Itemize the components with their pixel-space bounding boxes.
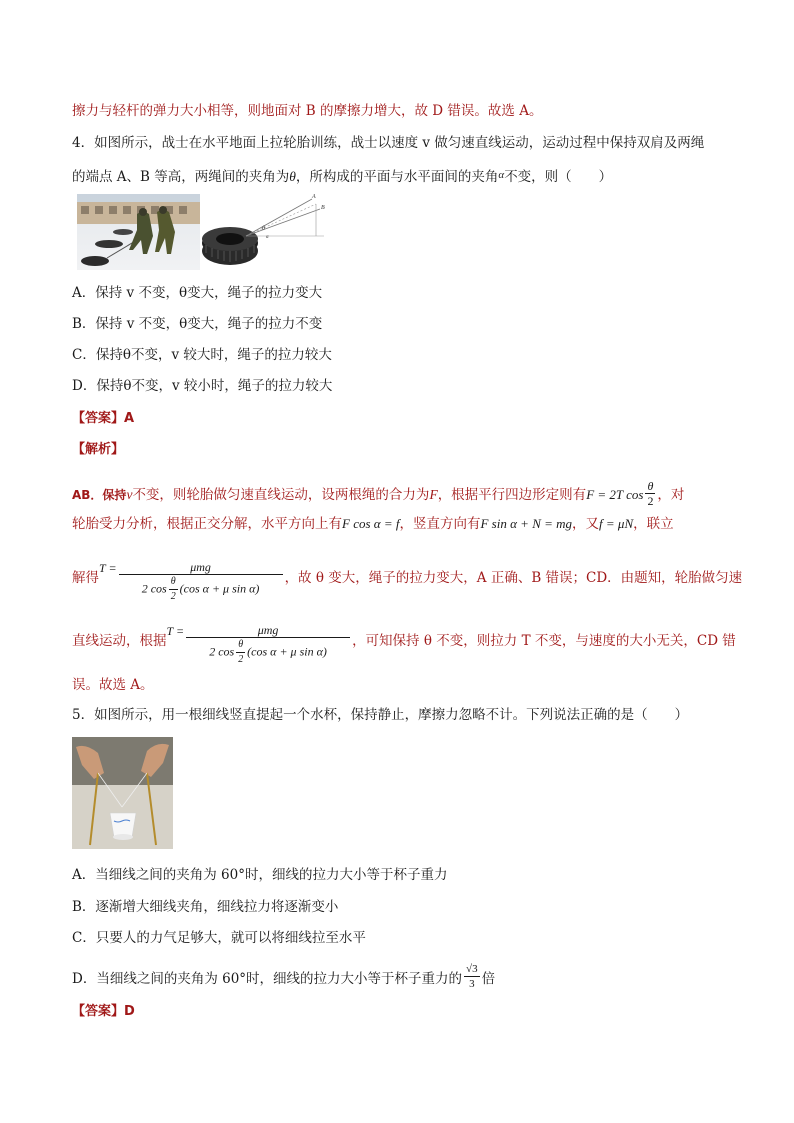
half-angle-den: 2 bbox=[647, 494, 654, 508]
analysis-text-3: ，对 bbox=[657, 487, 685, 503]
tension-den-2 bbox=[186, 638, 350, 667]
q5-stem: 5．如图所示，用一根细线竖直提起一个水杯，保持静止，摩擦力忽略不计。下列说法正确的是（ ） bbox=[72, 707, 689, 723]
vertical-eq: F sin α + N = mg bbox=[480, 516, 573, 531]
q5-answer: 【答案】D bbox=[72, 1004, 135, 1019]
analysis-text-5: ，竖直方向有 bbox=[399, 516, 481, 532]
soldier-training-photo bbox=[77, 194, 200, 270]
q5-option-d bbox=[72, 962, 495, 991]
tension-den2-half-den: 2 bbox=[238, 653, 244, 665]
q5-option-c: C．只要人的力气足够大，就可以将细线拉至水平 bbox=[72, 930, 366, 946]
analysis-text-6: ，又 bbox=[572, 516, 600, 532]
tension-den-pre-2: 2 cos bbox=[209, 644, 235, 658]
point-a-label: A bbox=[312, 194, 316, 200]
analysis-text-10: 直线运动，根据 bbox=[72, 633, 167, 649]
tension-den-pre: 2 cos bbox=[141, 581, 167, 595]
q4-stem-part2: ，所构成的平面与水平面间的夹角 bbox=[295, 169, 499, 185]
analysis-text-9: ，故 θ 变大，绳子的拉力变大，A 正确、B 错误；CD．由题知，轮胎做匀速 bbox=[284, 570, 743, 586]
q4-stem-part3: 不变，则（ ） bbox=[504, 169, 613, 185]
resultant-force-eq: F = 2T cos bbox=[586, 487, 644, 502]
tension-lhs-2: T = bbox=[166, 624, 185, 638]
q4-answer: 【答案】A bbox=[72, 411, 135, 426]
analysis-line-3 bbox=[72, 559, 742, 604]
analysis-line-5: 误。故选 A。 bbox=[72, 677, 154, 693]
q5-option-d-suffix: 倍 bbox=[481, 971, 496, 987]
theta-label: θ bbox=[262, 226, 265, 232]
q4-option-a: A．保持 v 不变，θ变大，绳子的拉力变大 bbox=[72, 285, 323, 301]
q4-option-b: B．保持 v 不变，θ变大，绳子的拉力不变 bbox=[72, 316, 323, 332]
continuation-text: 擦力与轻杆的弹力大小相等，则地面对 B 的摩擦力增大，故 D 错误。故选 A。 bbox=[72, 103, 543, 119]
alpha-label: α bbox=[266, 235, 269, 240]
analysis-line-4 bbox=[72, 622, 736, 667]
analysis-text-7: ，联立 bbox=[633, 516, 674, 532]
tension-formula bbox=[119, 560, 283, 604]
tire-force-diagram bbox=[200, 193, 330, 271]
friction-eq: f = μN bbox=[599, 516, 634, 531]
theta-symbol: θ bbox=[289, 169, 296, 184]
tension-num-2: μmg bbox=[186, 623, 350, 638]
tension-den-half-den: 2 bbox=[170, 590, 176, 602]
tension-lhs: T = bbox=[99, 561, 117, 575]
tension-den-post: (cos α + μ sin α) bbox=[179, 581, 260, 595]
tension-den2-half-num: θ bbox=[236, 638, 245, 653]
f-symbol: F bbox=[429, 487, 438, 502]
v-symbol: v bbox=[126, 487, 133, 502]
point-b-label: B bbox=[321, 205, 325, 211]
analysis-text-1: 不变，则轮胎做匀速直线运动，设两根绳的合力为 bbox=[132, 487, 430, 503]
analysis-text-8: 解得 bbox=[72, 570, 99, 586]
tension-formula-2 bbox=[186, 623, 350, 667]
cup-string-photo bbox=[72, 737, 173, 849]
q4-stem-line2 bbox=[72, 166, 612, 186]
analysis-text-11: ，可知保持 θ 不变，则拉力 T 不变，与速度的大小无关，CD 错 bbox=[352, 633, 736, 649]
horizontal-eq: F cos α = f bbox=[342, 516, 400, 531]
tension-num: μmg bbox=[119, 560, 283, 575]
analysis-text-2: ，根据平行四边形定则有 bbox=[437, 487, 587, 503]
ab-label: AB．保持 bbox=[72, 488, 127, 502]
q5-option-b: B．逐渐增大细线夹角，细线拉力将逐渐变小 bbox=[72, 899, 339, 915]
tension-den bbox=[119, 575, 283, 604]
q4-stem-part1: 的端点 A、B 等高，两绳间的夹角为 bbox=[72, 169, 290, 185]
q4-analysis-label: 【解析】 bbox=[72, 442, 125, 457]
q5-option-d-text: D．当细线之间的夹角为 60°时，细线的拉力大小等于杯子重力的 bbox=[72, 971, 463, 987]
tension-den-half-num: θ bbox=[169, 575, 178, 590]
tension-den-post-2: (cos α + μ sin α) bbox=[247, 644, 327, 658]
q4-stem-line1: 4．如图所示，战士在水平地面上拉轮胎训练，战士以速度 v 做匀速直线运动，运动过程中保持双肩及两绳 bbox=[72, 135, 705, 151]
half-angle-fraction bbox=[645, 479, 655, 508]
q4-option-c: C．保持θ不变，v 较大时，绳子的拉力较大 bbox=[72, 347, 332, 363]
half-angle-num: θ bbox=[647, 479, 654, 493]
sqrt3-num: √3 bbox=[466, 963, 478, 975]
analysis-line-1 bbox=[72, 479, 684, 508]
analysis-line-2 bbox=[72, 515, 674, 533]
q4-option-d: D．保持θ不变，v 较小时，绳子的拉力较大 bbox=[72, 378, 333, 394]
alpha-symbol: α bbox=[498, 169, 505, 181]
analysis-text-4: 轮胎受力分析，根据正交分解，水平方向上有 bbox=[72, 516, 342, 532]
q5-option-a: A．当细线之间的夹角为 60°时，细线的拉力大小等于杯子重力 bbox=[72, 867, 448, 883]
sqrt3-over-3 bbox=[464, 962, 480, 991]
sqrt3-den: 3 bbox=[469, 978, 475, 990]
